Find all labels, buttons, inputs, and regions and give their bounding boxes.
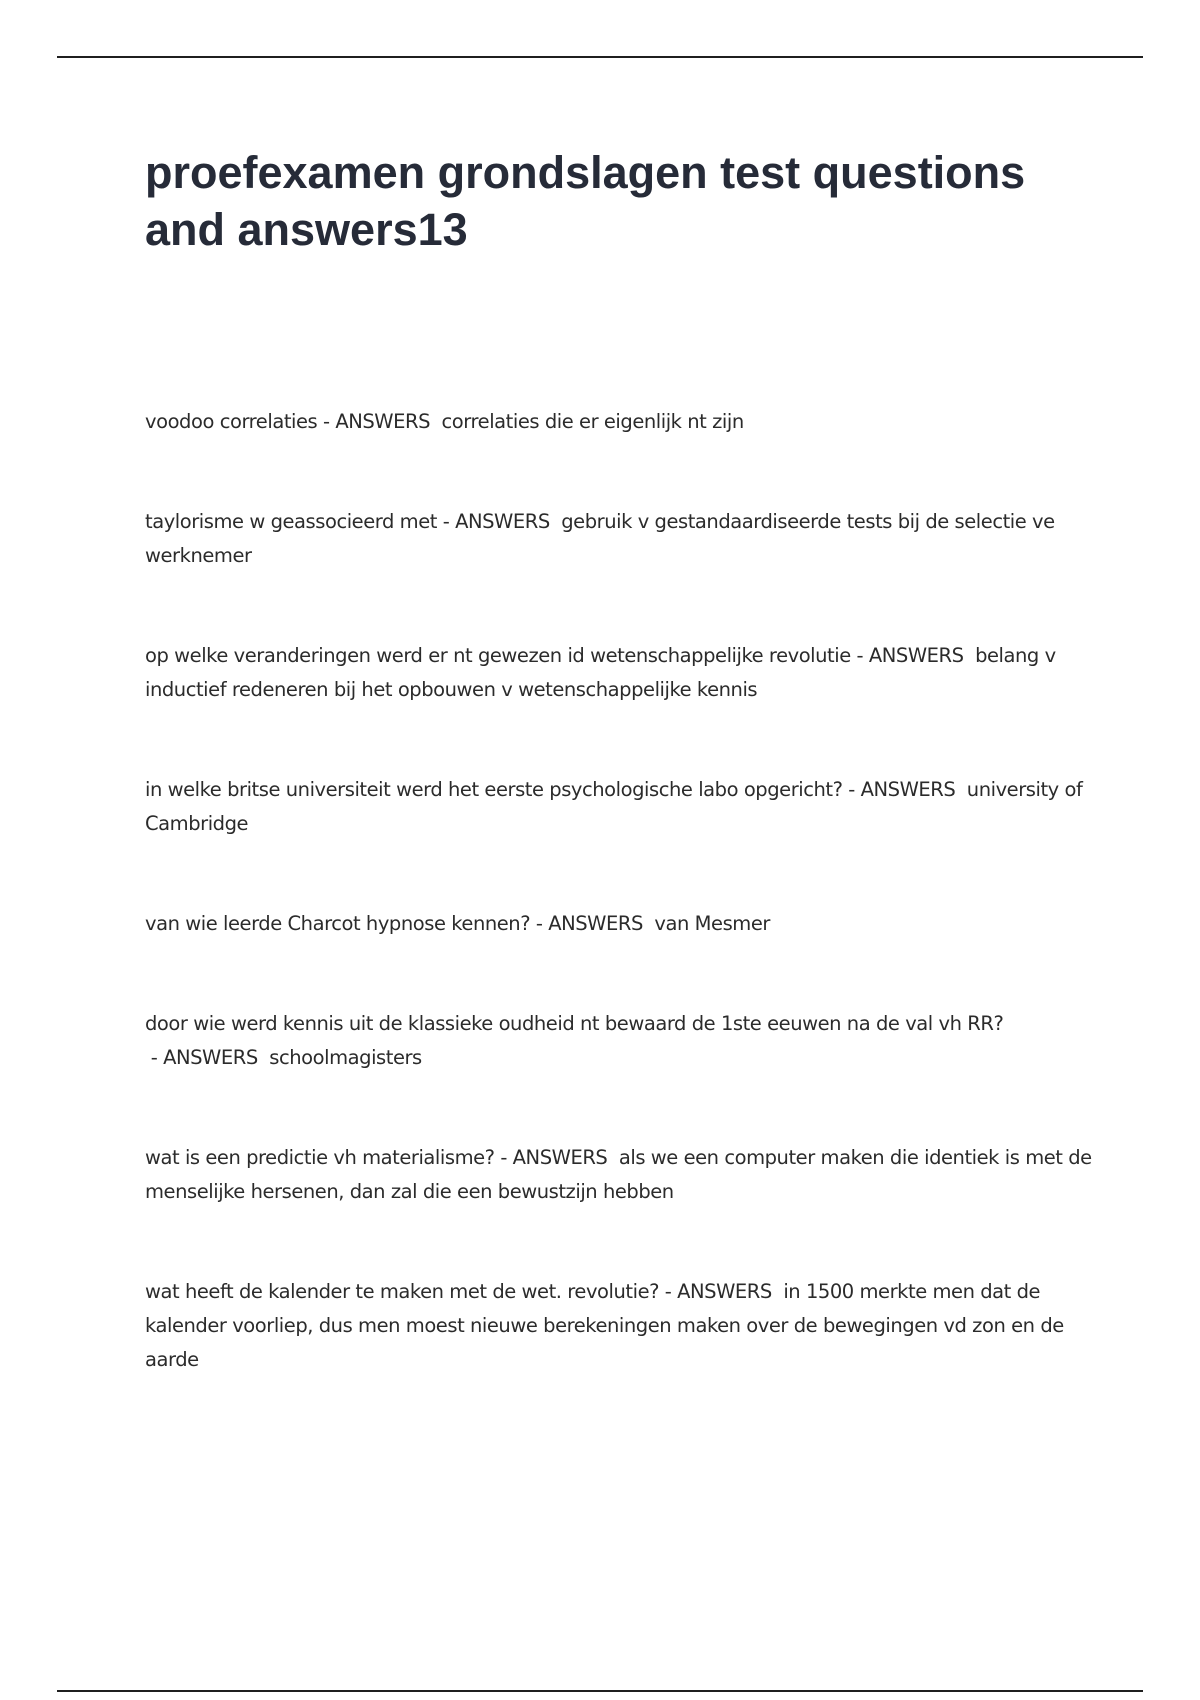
answer-text: van Mesmer — [654, 912, 770, 935]
answer-text: schoolmagisters — [269, 1046, 422, 1069]
question-text: voodoo correlaties — [145, 410, 318, 433]
question-text: in welke britse universiteit werd het eerste psychologische labo opgericht? — [145, 778, 843, 801]
question-text: taylorisme w geassocieerd met — [145, 510, 437, 533]
document-title: proefexamen grondslagen test questions and answers13 — [145, 147, 1026, 255]
answer-text: als we een computer maken die identiek is met de menselijke hersenen, dan zal die een bewustzijn hebben — [145, 1146, 1092, 1203]
qa-item: door wie werd kennis uit de klassieke oudheid nt bewaard de 1ste eeuwen na de val vh RR? - ANSWERS schoolmagisters — [145, 1012, 1004, 1069]
question-text: wat heeft de kalender te maken met de wet. revolutie? — [145, 1280, 660, 1303]
qa-item: taylorisme w geassocieerd met - ANSWERS gebruik v gestandaardiseerde tests bij de selectie ve werknemer — [145, 510, 1055, 567]
answer-marker: ANSWERS — [677, 1280, 772, 1303]
answer-text: correlaties die er eigenlijk nt zijn — [441, 410, 744, 433]
qa-item: van wie leerde Charcot hypnose kennen? - ANSWERS van Mesmer — [145, 912, 770, 935]
bottom-rule — [57, 1690, 1143, 1692]
question-text: op welke veranderingen werd er nt gewezen id wetenschappelijke revolutie — [145, 644, 851, 667]
answer-marker: ANSWERS — [548, 912, 643, 935]
qa-item: op welke veranderingen werd er nt gewezen id wetenschappelijke revolutie - ANSWERS belang v inductief redeneren bij het opbouwen v wetenschappelijke kennis — [145, 644, 1056, 701]
answer-marker: ANSWERS — [335, 410, 431, 433]
qa-item: wat heeft de kalender te maken met de wet. revolutie? - ANSWERS in 1500 merkte men dat de kalender voorliep, dus men moest nieuwe berekeningen maken over de bewegingen vd zon en de aarde — [145, 1280, 1064, 1371]
answer-text: gebruik v gestandaardiseerde tests bij de selectie ve werknemer — [145, 510, 1055, 567]
answer-marker: ANSWERS — [455, 510, 550, 533]
qa-list — [145, 405, 1095, 1377]
answer-marker: ANSWERS — [868, 644, 964, 667]
question-text: wat is een predictie vh materialisme? — [145, 1146, 495, 1169]
top-rule — [57, 56, 1143, 58]
answer-text: university of Cambridge — [145, 778, 1083, 835]
qa-item: in welke britse universiteit werd het eerste psychologische labo opgericht? - ANSWERS university of Cambridge — [145, 778, 1083, 835]
answer-text: in 1500 merkte men dat de kalender voorliep, dus men moest nieuwe berekeningen maken over de bewegingen vd zon en de aarde — [145, 1280, 1064, 1371]
question-text: van wie leerde Charcot hypnose kennen? — [145, 912, 531, 935]
qa-item: wat is een predictie vh materialisme? - ANSWERS als we een computer maken die identiek is met de menselijke hersenen, dan zal die een bewustzijn hebben — [145, 1146, 1092, 1203]
question-text: door wie werd kennis uit de klassieke oudheid nt bewaard de 1ste eeuwen na de val vh RR? — [145, 1012, 1004, 1035]
answer-marker: ANSWERS — [163, 1046, 258, 1069]
answer-marker: ANSWERS — [860, 778, 956, 801]
answer-text: belang v inductief redeneren bij het opbouwen v wetenschappelijke kennis — [145, 644, 1056, 701]
qa-item: voodoo correlaties - ANSWERS correlaties die er eigenlijk nt zijn — [145, 410, 744, 433]
answer-marker: ANSWERS — [512, 1146, 608, 1169]
